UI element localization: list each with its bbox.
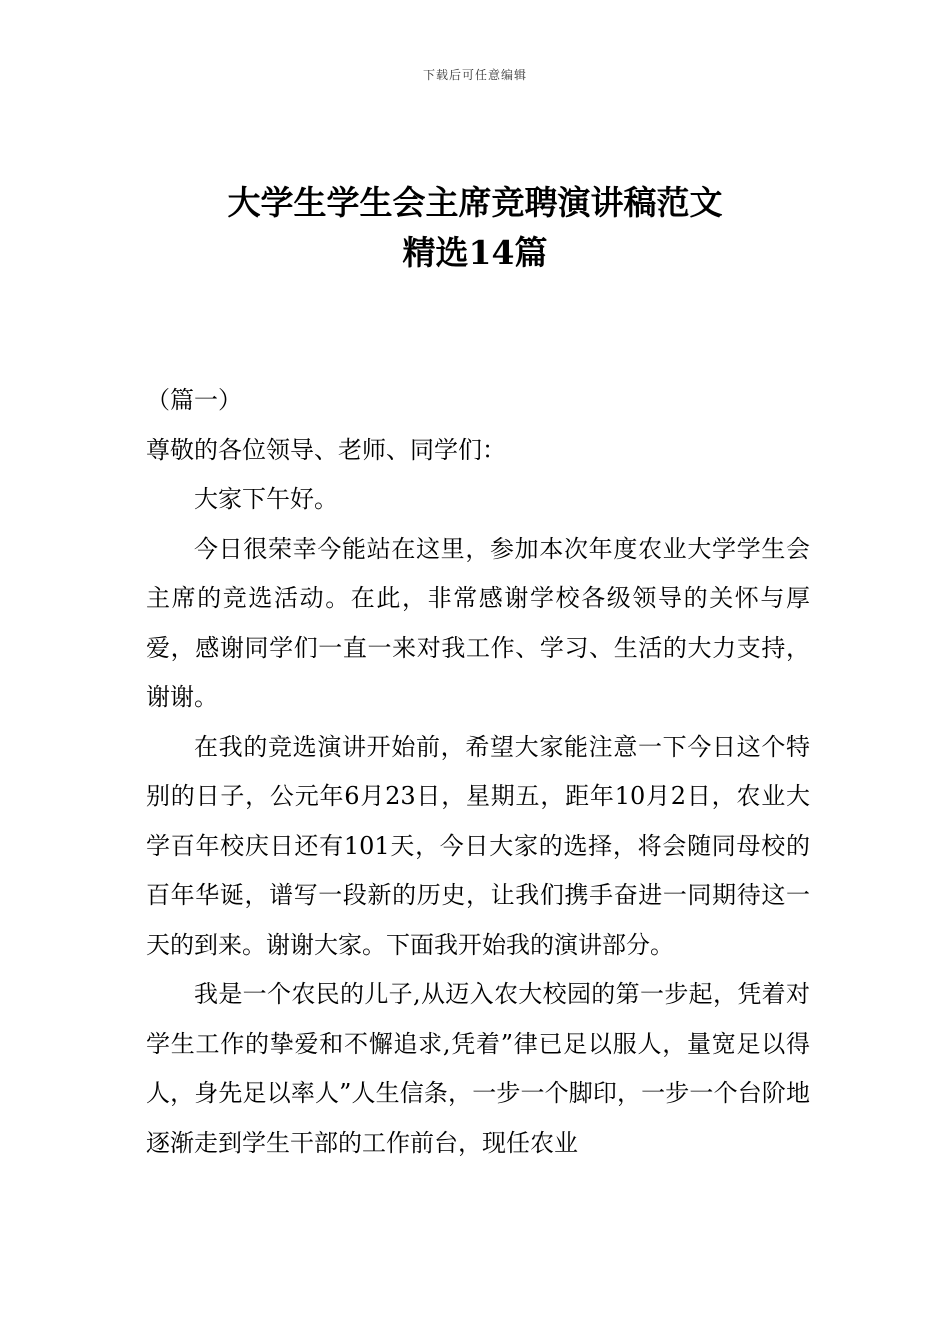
document-title <box>0 178 950 278</box>
title-line-2: 精选14篇 <box>402 233 548 272</box>
paragraph: 今日很荣幸今能站在这里，参加本次年度农业大学学生会主席的竞选活动。在此，非常感谢学校各级领导的关怀与厚爱，感谢同学们一直一来对我工作、学习、生活的大力支持，谢谢。 <box>146 534 810 711</box>
title-line-1: 大学生学生会主席竞聘演讲稿范文 <box>227 183 723 222</box>
paragraph: 在我的竞选演讲开始前，希望大家能注意一下今日这个特别的日子，公元年6月23日，星期五，距年10月2日，农业大学百年校庆日还有101天，今日大家的选择，将会随同母校的百年华诞，谱写一段新的历史，让我们携手奋进一同期待这一天的到来。谢谢大家。下面我开始我的演讲部分。 <box>146 732 810 959</box>
paragraph: 我是一个农民的儿子,从迈入农大校园的第一步起，凭着对学生工作的挚爱和不懈追求,凭着”律已足以服人，量宽足以得人，身先足以率人”人生信条，一步一个脚印，一步一个台阶地逐渐走到学生干部的工作前台，现任农业 <box>146 980 810 1157</box>
salutation: 尊敬的各位领导、老师、同学们： <box>146 435 506 464</box>
paragraph: 大家下午好。 <box>194 485 338 513</box>
document-body <box>146 376 810 1168</box>
section-label: （篇一） <box>146 386 242 414</box>
header-note: 下载后可任意编辑 <box>422 68 527 82</box>
